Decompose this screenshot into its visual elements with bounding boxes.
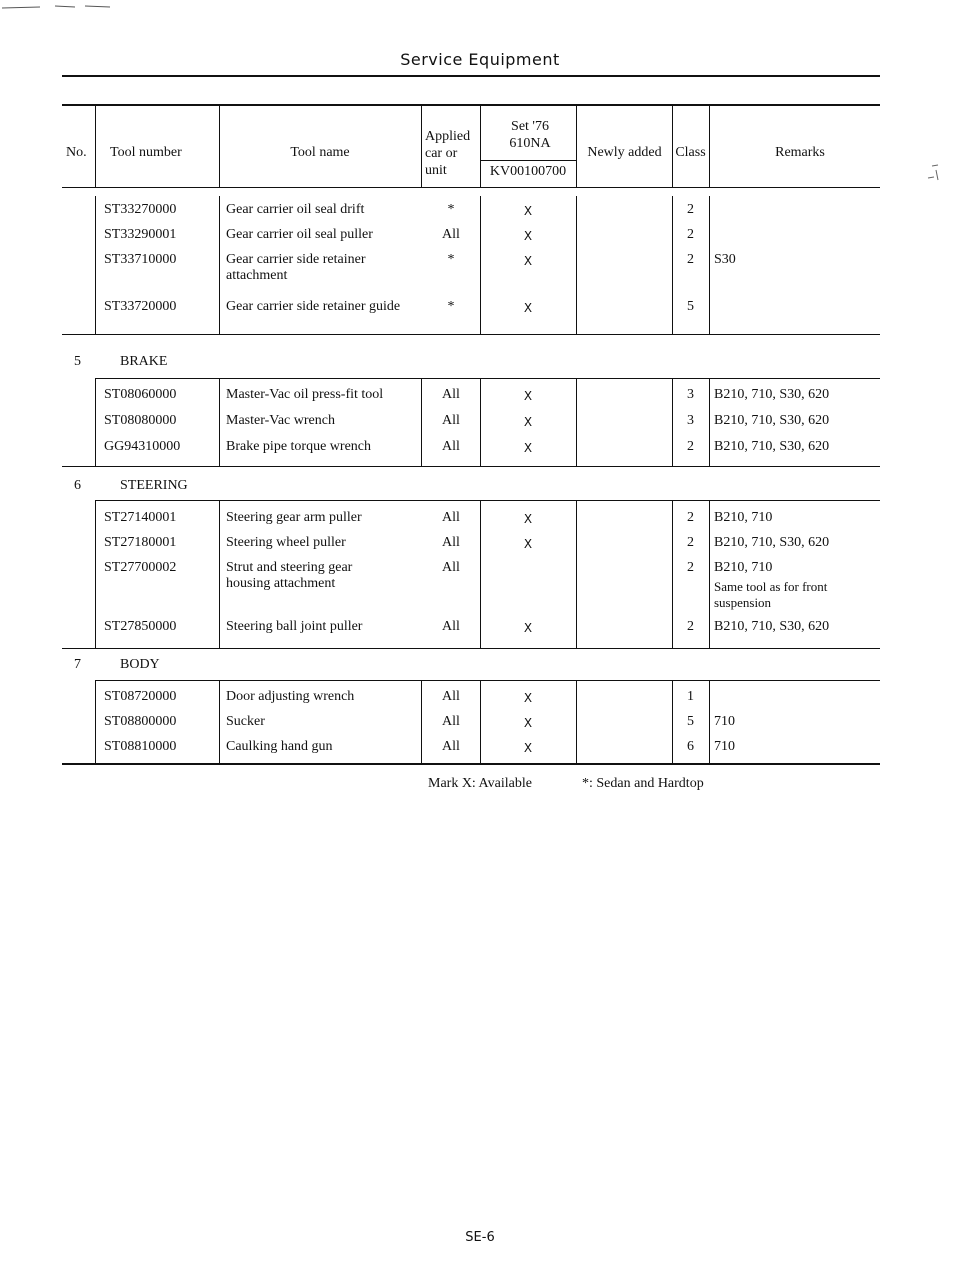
tool-name: Door adjusting wrench (226, 689, 355, 704)
group-number: 5 (74, 354, 81, 369)
header-tool-name: Tool name (290, 145, 350, 160)
tool-number: ST08800000 (104, 714, 177, 729)
class: 3 (687, 387, 694, 402)
applied: All (442, 439, 460, 454)
row-vline (576, 680, 577, 764)
tool-name: Caulking hand gun (226, 739, 333, 754)
tool-number: ST33270000 (104, 202, 177, 217)
remarks: S30 (714, 252, 736, 267)
row-vline (95, 500, 96, 648)
class: 2 (687, 560, 694, 575)
tool-number: ST33290001 (104, 227, 177, 242)
tool-name: Steering ball joint puller (226, 619, 363, 634)
applied: * (447, 202, 455, 217)
row-vline (576, 378, 577, 466)
set-mark: X (523, 691, 533, 705)
applied: All (442, 535, 460, 550)
row-vline (95, 378, 96, 466)
group-header-rule (95, 500, 880, 501)
class: 2 (687, 619, 694, 634)
group-header-rule (95, 680, 880, 681)
class: 6 (687, 739, 694, 754)
set-mark: X (523, 716, 533, 730)
tool-name: Master-Vac oil press-fit tool (226, 387, 384, 402)
row-vline (219, 680, 220, 764)
tool-number: ST27850000 (104, 619, 177, 634)
tool-number: ST08060000 (104, 387, 177, 402)
row-vline (709, 196, 710, 334)
applied: * (447, 299, 455, 314)
tool-number: ST27180001 (104, 535, 177, 550)
remarks: 710 (714, 739, 735, 754)
header-set-top: Set '76 610NA (509, 119, 551, 151)
applied: All (442, 510, 460, 525)
row-vline (421, 378, 422, 466)
tool-name: Master-Vac wrench (226, 413, 335, 428)
tool-number: ST08080000 (104, 413, 177, 428)
header-no: No. (66, 145, 87, 160)
header-set-bottom: KV00100700 (489, 164, 567, 179)
class: 3 (687, 413, 694, 428)
page-number: SE-6 (465, 1230, 495, 1245)
scan-artifact-icon (0, 0, 140, 14)
row-vline (95, 196, 96, 334)
row-vline (576, 196, 577, 334)
tool-name: Steering gear arm puller (226, 510, 362, 525)
class: 2 (687, 535, 694, 550)
tool-name: Gear carrier oil seal drift (226, 202, 365, 217)
group-bottom-rule (62, 648, 880, 649)
set-mark: X (523, 204, 533, 218)
group-number: 6 (74, 478, 81, 493)
applied: All (442, 413, 460, 428)
tool-number: ST08720000 (104, 689, 177, 704)
applied: All (442, 619, 460, 634)
remarks: B210, 710 (714, 560, 773, 575)
header-applied: Applied car or unit (425, 129, 471, 178)
set-mark: X (523, 741, 533, 755)
group-name: BRAKE (120, 354, 168, 369)
set-mark: X (523, 512, 533, 526)
set-header-divider (480, 160, 576, 161)
tool-number: ST08810000 (104, 739, 177, 754)
row-vline (709, 378, 710, 466)
tool-number: ST27140001 (104, 510, 177, 525)
class: 2 (687, 510, 694, 525)
tool-name: Gear carrier side retainer attachment (226, 252, 366, 283)
row-vline (95, 680, 96, 764)
group-header-rule (95, 378, 880, 379)
remarks: B210, 710, S30, 620 (714, 387, 830, 402)
group-bottom-rule (62, 466, 880, 467)
row-vline (709, 680, 710, 764)
tool-name: Steering wheel puller (226, 535, 346, 550)
class: 2 (687, 252, 694, 267)
remarks: B210, 710, S30, 620 (714, 413, 830, 428)
class: 2 (687, 439, 694, 454)
class: 1 (687, 689, 694, 704)
header-newly-added: Newly added (587, 145, 662, 160)
set-mark: X (523, 254, 533, 268)
set-mark: X (523, 537, 533, 551)
row-vline (219, 378, 220, 466)
legend-mark-x: Mark X: Available (428, 776, 532, 791)
header-bottom-rule (62, 187, 880, 188)
tool-name: Gear carrier side retainer guide (226, 299, 401, 314)
header-class: Class (675, 145, 706, 160)
class: 5 (687, 299, 694, 314)
tool-name: Strut and steering gear housing attachment (226, 560, 353, 591)
tool-number: GG94310000 (104, 439, 181, 454)
remarks: B210, 710, S30, 620 (714, 619, 830, 634)
set-mark: X (523, 441, 533, 455)
set-mark: X (523, 301, 533, 315)
remarks: B210, 710, S30, 620 (714, 439, 830, 454)
remarks-note: Same tool as for front suspension (714, 579, 828, 610)
remarks: B210, 710 (714, 510, 773, 525)
applied: All (442, 689, 460, 704)
header-vline (709, 104, 710, 188)
remarks: B210, 710, S30, 620 (714, 535, 830, 550)
tool-number: ST33720000 (104, 299, 177, 314)
group-name: STEERING (120, 478, 188, 493)
header-remarks: Remarks (775, 145, 825, 160)
legend-asterisk: *: Sedan and Hardtop (582, 776, 704, 791)
set-mark: X (523, 389, 533, 403)
applied: All (442, 714, 460, 729)
remarks: 710 (714, 714, 735, 729)
group-number: 7 (74, 657, 81, 672)
header-vline (95, 104, 96, 188)
group-bottom-rule (62, 334, 880, 335)
class: 5 (687, 714, 694, 729)
set-mark: X (523, 415, 533, 429)
edge-mark-icon (924, 160, 944, 184)
table-bottom-rule (62, 763, 880, 765)
class: 2 (687, 202, 694, 217)
title-rule (62, 75, 880, 77)
tool-name: Sucker (226, 714, 265, 729)
page-title: Service Equipment (400, 50, 560, 69)
applied: * (447, 252, 455, 267)
table-top-rule (62, 104, 880, 106)
tool-number: ST27700002 (104, 560, 177, 575)
group-name: BODY (120, 657, 160, 672)
tool-name: Gear carrier oil seal puller (226, 227, 373, 242)
row-vline (421, 680, 422, 764)
row-vline (219, 196, 220, 334)
tool-number: ST33710000 (104, 252, 177, 267)
row-vline (576, 500, 577, 648)
header-tool-number: Tool number (110, 145, 182, 160)
row-vline (219, 500, 220, 648)
set-mark: X (523, 621, 533, 635)
applied: All (442, 739, 460, 754)
applied: All (442, 227, 460, 242)
row-vline (709, 500, 710, 648)
applied: All (442, 387, 460, 402)
tool-name: Brake pipe torque wrench (226, 439, 371, 454)
header-vline (421, 104, 422, 188)
class: 2 (687, 227, 694, 242)
set-mark: X (523, 229, 533, 243)
applied: All (442, 560, 460, 575)
